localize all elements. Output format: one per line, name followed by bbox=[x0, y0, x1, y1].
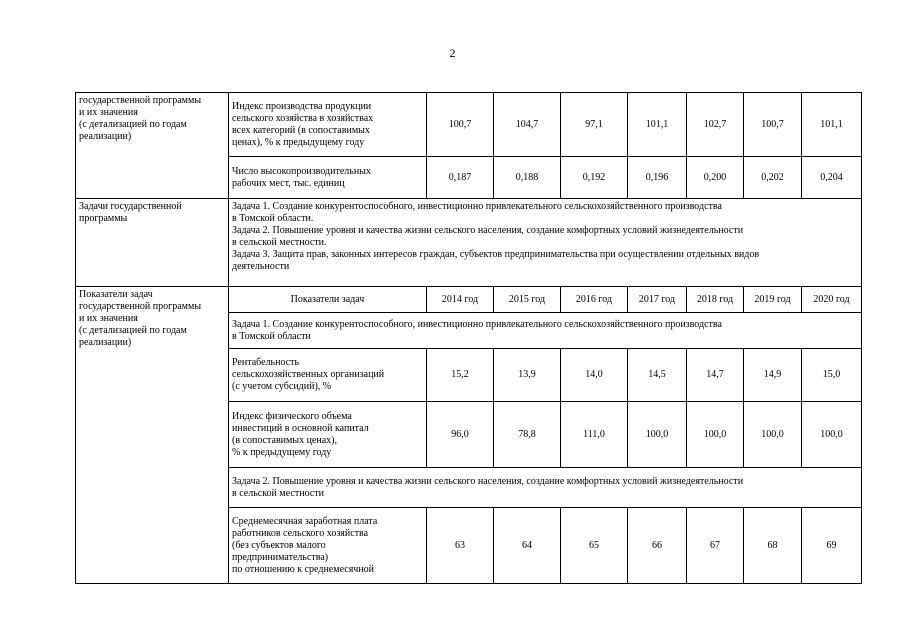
section-label-targets: государственной программы и их значения (с детализацией по годам реализации) bbox=[76, 93, 229, 199]
indicator-name: Индекс производства продукции сельского хозяйства в хозяйствах всех категорий (в сопоставимых ценах), % к предыдущему году bbox=[229, 93, 427, 157]
value-cell: 102,7 bbox=[687, 93, 744, 157]
header-year: 2017 год bbox=[628, 287, 687, 313]
value-cell: 65 bbox=[561, 508, 628, 584]
value-cell: 0,192 bbox=[561, 157, 628, 199]
value-cell: 0,187 bbox=[427, 157, 494, 199]
table-row bbox=[76, 93, 862, 157]
value-cell: 15,0 bbox=[802, 349, 862, 402]
value-cell: 64 bbox=[494, 508, 561, 584]
value-cell: 63 bbox=[427, 508, 494, 584]
value-cell: 0,196 bbox=[628, 157, 687, 199]
value-cell: 101,1 bbox=[628, 93, 687, 157]
table-row bbox=[76, 199, 862, 287]
value-cell: 100,7 bbox=[744, 93, 802, 157]
header-indicators: Показатели задач bbox=[229, 287, 427, 313]
value-cell: 15,2 bbox=[427, 349, 494, 402]
value-cell: 13,9 bbox=[494, 349, 561, 402]
header-year: 2015 год bbox=[494, 287, 561, 313]
value-cell: 101,1 bbox=[802, 93, 862, 157]
header-year: 2019 год bbox=[744, 287, 802, 313]
program-table bbox=[75, 92, 862, 584]
value-cell: 0,202 bbox=[744, 157, 802, 199]
value-cell: 100,0 bbox=[744, 402, 802, 468]
indicator-name: Индекс физического объема инвестиций в основной капитал (в сопоставимых ценах), % к предыдущему году bbox=[229, 402, 427, 468]
page-number: 2 bbox=[449, 46, 456, 60]
task2-title: Задача 2. Повышение уровня и качества жизни сельского населения, создание комфортных условий жизнедеятельности в сельской местности bbox=[229, 468, 862, 508]
header-year: 2016 год bbox=[561, 287, 628, 313]
value-cell: 68 bbox=[744, 508, 802, 584]
value-cell: 14,5 bbox=[628, 349, 687, 402]
indicator-name: Число высокопроизводительных рабочих мест, тыс. единиц bbox=[229, 157, 427, 199]
value-cell: 97,1 bbox=[561, 93, 628, 157]
value-cell: 100,0 bbox=[802, 402, 862, 468]
value-cell: 0,204 bbox=[802, 157, 862, 199]
header-year: 2014 год bbox=[427, 287, 494, 313]
value-cell: 0,200 bbox=[687, 157, 744, 199]
value-cell: 104,7 bbox=[494, 93, 561, 157]
tasks-list: Задача 1. Создание конкурентоспособного, инвестиционно привлекательного сельскохозяйственного производства в Томской области. Задача 2. Повышение уровня и качества жизни сельского населения, создание комфортных условий жизнедеятельности в сельской местности. Задача 3. Защита прав, законных интересов граждан, субъектов предпринимательства при осуществлении отдельных видов деятельности bbox=[229, 199, 862, 287]
value-cell: 67 bbox=[687, 508, 744, 584]
header-year: 2018 год bbox=[687, 287, 744, 313]
value-cell: 69 bbox=[802, 508, 862, 584]
value-cell: 96,0 bbox=[427, 402, 494, 468]
value-cell: 78,8 bbox=[494, 402, 561, 468]
value-cell: 14,7 bbox=[687, 349, 744, 402]
section-label-tasks: Задачи государственной программы bbox=[76, 199, 229, 287]
value-cell: 111,0 bbox=[561, 402, 628, 468]
indicator-name: Среднемесячная заработная плата работников сельского хозяйства (без субъектов малого предпринимательства) по отношению к среднемесячной bbox=[229, 508, 427, 584]
value-cell: 100,7 bbox=[427, 93, 494, 157]
table-header-row bbox=[76, 287, 862, 313]
value-cell: 14,9 bbox=[744, 349, 802, 402]
indicator-name: Рентабельность сельскохозяйственных организаций (с учетом субсидий), % bbox=[229, 349, 427, 402]
header-year: 2020 год bbox=[802, 287, 862, 313]
value-cell: 0,188 bbox=[494, 157, 561, 199]
value-cell: 100,0 bbox=[687, 402, 744, 468]
value-cell: 14,0 bbox=[561, 349, 628, 402]
value-cell: 100,0 bbox=[628, 402, 687, 468]
value-cell: 66 bbox=[628, 508, 687, 584]
task1-title: Задача 1. Создание конкурентоспособного, инвестиционно привлекательного сельскохозяйственного производства в Томской области bbox=[229, 313, 862, 349]
section-label-task-indicators: Показатели задач государственной программы и их значения (с детализацией по годам реализации) bbox=[76, 287, 229, 584]
